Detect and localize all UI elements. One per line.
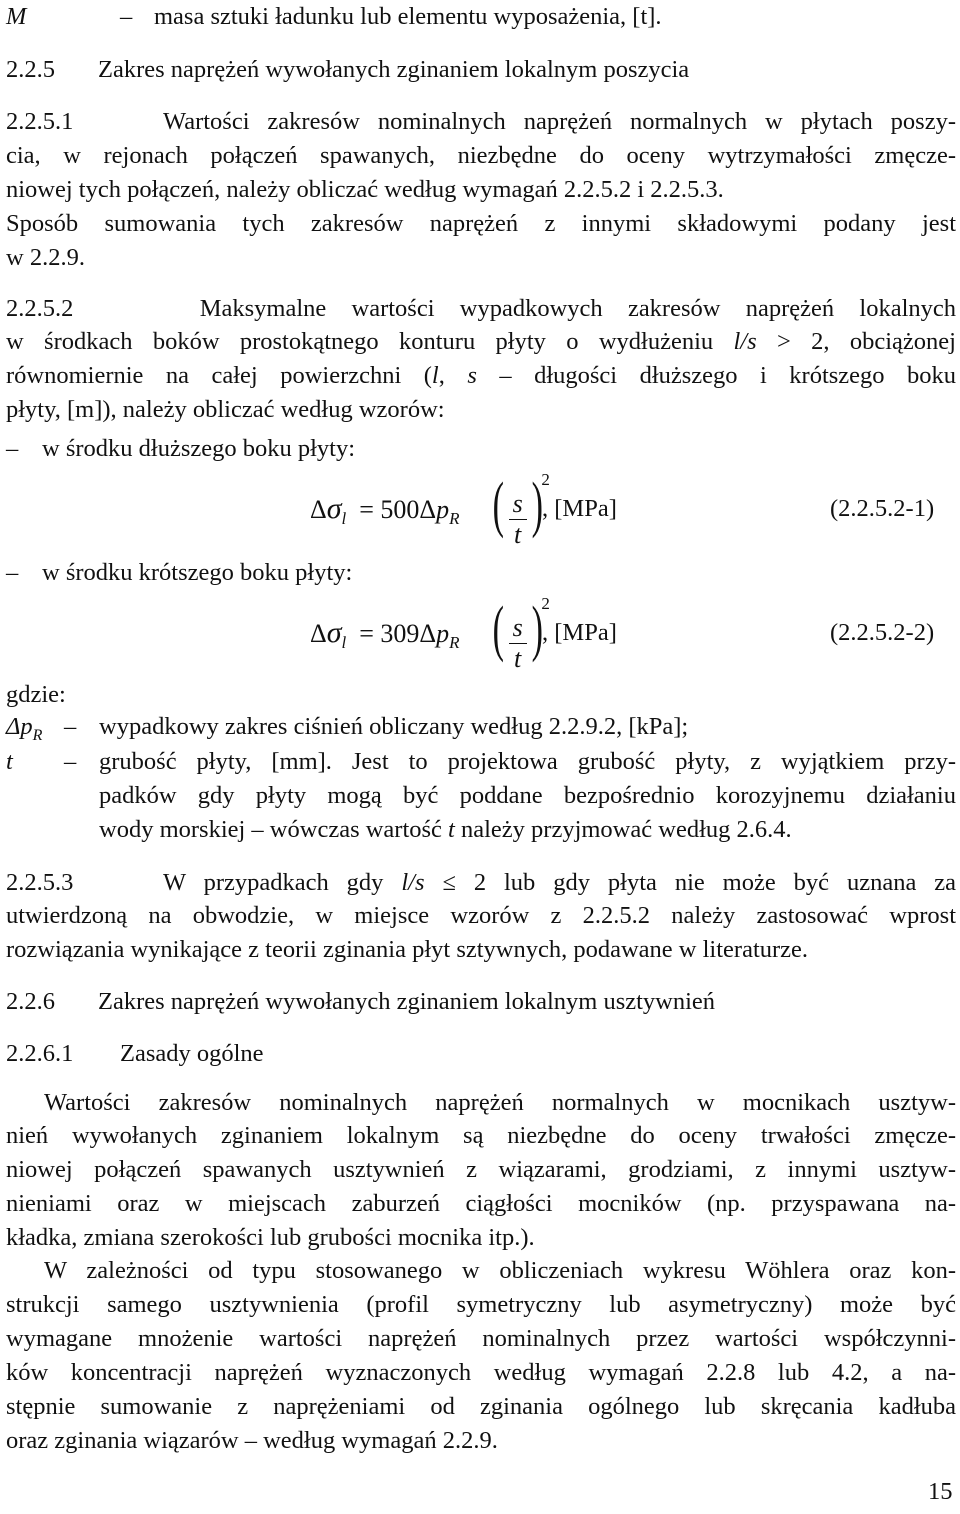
section-title: Zasady ogólne [120, 1040, 264, 1067]
paragraph-line: ków koncentracji naprężeń wyznaczonych według wymagań 2.2.8 lub 4.2, a na- [6, 1359, 956, 1386]
top-definition [6, 0, 662, 33]
section-title: Zakres naprężeń wywołanych zginaniem lokalnym usztywnień [98, 988, 716, 1015]
paragraph-number: 2.2.5.1 [6, 108, 74, 135]
paragraph-line: 2.2.5.3 W przypadkach gdy l/s ≤ 2 lub gdy płyta nie może być uznana za [6, 869, 957, 896]
symbol-t: t [6, 748, 13, 775]
section-number: 2.2.6 [6, 988, 55, 1015]
paragraph-line: oraz zginania wiązarów – według wymagań 2.2.9. [6, 1427, 498, 1454]
paragraph-line: rozwiązania wynikające z teorii zginania płyt sztywnych, podawane w literaturze. [6, 936, 809, 963]
paragraph-line: 2.2.5.2 Maksymalne wartości wypadkowych zakresów naprężeń lokalnych [6, 295, 956, 322]
paragraph-line: Wartości zakresów nominalnych naprężeń normalnych w mocnikach usztyw- [44, 1089, 956, 1116]
paragraph-line: płyty, [m]), należy obliczać według wzorów: [6, 396, 445, 423]
page-number: 15 [928, 1478, 953, 1505]
paragraph-line: niowej tych połączeń, należy obliczać według wymagań 2.2.5.2 i 2.2.5.3. [6, 176, 724, 203]
paragraph-line: niowej połączeń spawanych usztywnień z wiązarami, grodziami, z innymi usztyw- [6, 1156, 956, 1183]
fraction-parenthesized: ( $\frac{s}{t}$ )$^2$ [492, 470, 550, 549]
fraction-denominator: t [514, 643, 522, 673]
bullet-longer-side: – w środku dłuższego boku płyty: [6, 435, 356, 462]
paragraph-line: w środkach boków prostokątnego konturu płyty o wydłużeniu l/s > 2, obciążonej [6, 328, 956, 355]
unit: , [MPa] [542, 619, 617, 646]
symbol-delta-pR: Δp [6, 713, 33, 740]
definition-dash: – [120, 3, 133, 30]
bullet-dash: – [6, 559, 19, 586]
where-item-t: t – [6, 748, 77, 775]
less-equal-sign: ≤ [424, 869, 474, 896]
fraction-denominator: t [514, 519, 522, 549]
paragraph-number: 2.2.5.2 [6, 295, 74, 322]
bullet-shorter-side: – w środku krótszego boku płyty: [6, 559, 353, 586]
exponent: 2 [541, 594, 550, 614]
equation-number: (2.2.5.2-2) [830, 619, 935, 646]
unit: , [MPa] [542, 495, 617, 522]
equation-number: (2.2.5.2-1) [830, 495, 935, 522]
section-number: 2.2.6.1 [6, 1040, 74, 1067]
var-s: s [467, 362, 477, 389]
exponent: 2 [541, 470, 550, 490]
section-heading-2-2-6 [6, 985, 716, 1018]
paragraph-line: w 2.2.9. [6, 244, 85, 271]
paragraph-line: strukcji samego usztywnienia (profil symetryczny lub asymetryczny) może być [6, 1291, 956, 1318]
paragraph-line: 2.2.5.1 Wartości zakresów nominalnych naprężeń normalnych w płytach poszy- [6, 108, 956, 135]
section-number: 2.2.5 [6, 56, 55, 83]
where-item-pR: $\Delta p_R$ – wypadkowy zakres ciśnień obliczany według 2.2.9.2, [kPa]; [6, 713, 689, 744]
paragraph-line: stępnie sumowanie z naprężeniami od zginania ogólnego lub skręcania kadłuba [6, 1393, 956, 1420]
bullet-dash: – [6, 435, 19, 462]
paragraph-line: nień wywołanych zginaniem lokalnym są niezbędne do oceny trwałości zmęcze- [6, 1122, 956, 1149]
fraction-numerator: s [512, 488, 523, 518]
section-heading-2-2-5 [6, 53, 690, 86]
sigma-symbol: σ [326, 616, 342, 649]
fraction-numerator: s [512, 612, 523, 642]
var-l-s: l/s [733, 328, 757, 355]
paragraph-line: równomiernie na całej powierzchni (l, s – długości dłuższego i krótszego boku [6, 362, 957, 389]
paragraph-line: Sposób sumowania tych zakresów naprężeń z innymi składowymi podany jest [6, 210, 956, 237]
paragraph-line: utwierdzoną na obwodzie, w miejsce wzorów z 2.2.5.2 należy zastosować wprost [6, 902, 956, 929]
definition-text: masa sztuki ładunku lub elementu wyposażenia, [t]. [154, 3, 662, 30]
paragraph-line: cia, w rejonach połączeń spawanych, niezbędne do oceny wytrzymałości zmęcze- [6, 142, 956, 169]
symbol-M: M [6, 3, 27, 30]
sigma-symbol: σ [326, 492, 342, 525]
paragraph-line: W zależności od typu stosowanego w obliczeniach wykresu Wöhlera oraz kon- [44, 1257, 956, 1284]
section-heading-2-2-6-1 [6, 1037, 264, 1070]
var-l: l [431, 362, 439, 389]
paragraph-line: kładka, zmiana szerokości lub grubości mocnika itp.). [6, 1224, 535, 1251]
paragraph-line: nieniami oraz w miejscach zaburzeń ciągłości mocników (np. przyspawana na- [6, 1190, 956, 1217]
paragraph-number: 2.2.5.3 [6, 869, 74, 896]
where-t-line: padków gdy płyty mogą być poddane bezpośrednio korozyjnemu działaniu [99, 782, 956, 809]
where-t-line: wody morskiej – wówczas wartość t należy przyjmować według 2.6.4. [99, 816, 792, 843]
section-title: Zakres naprężeń wywołanych zginaniem lokalnym poszycia [98, 56, 690, 83]
formula-2-2-5-2-1: $\Delta\sigma_l = 500\Delta p_R$ ( $\frac{s}{t}$ )$^2$ , [MPa] (2.2.5.2-1) [310, 470, 935, 549]
fraction-parenthesized: ( $\frac{s}{t}$ )$^2$ [492, 594, 550, 673]
where-t-line: grubość płyty, [mm]. Jest to projektowa grubość płyty, z wyjątkiem przy- [99, 748, 956, 775]
paragraph-line: wymagane mnożenie wartości naprężeń nominalnych przez wartości współczynni- [6, 1325, 956, 1352]
formula-2-2-5-2-2: $\Delta\sigma_l = 309\Delta p_R$ ( $\frac{s}{t}$ )$^2$ , [MPa] (2.2.5.2-2) [310, 594, 935, 673]
where-label: gdzie: [6, 681, 66, 708]
